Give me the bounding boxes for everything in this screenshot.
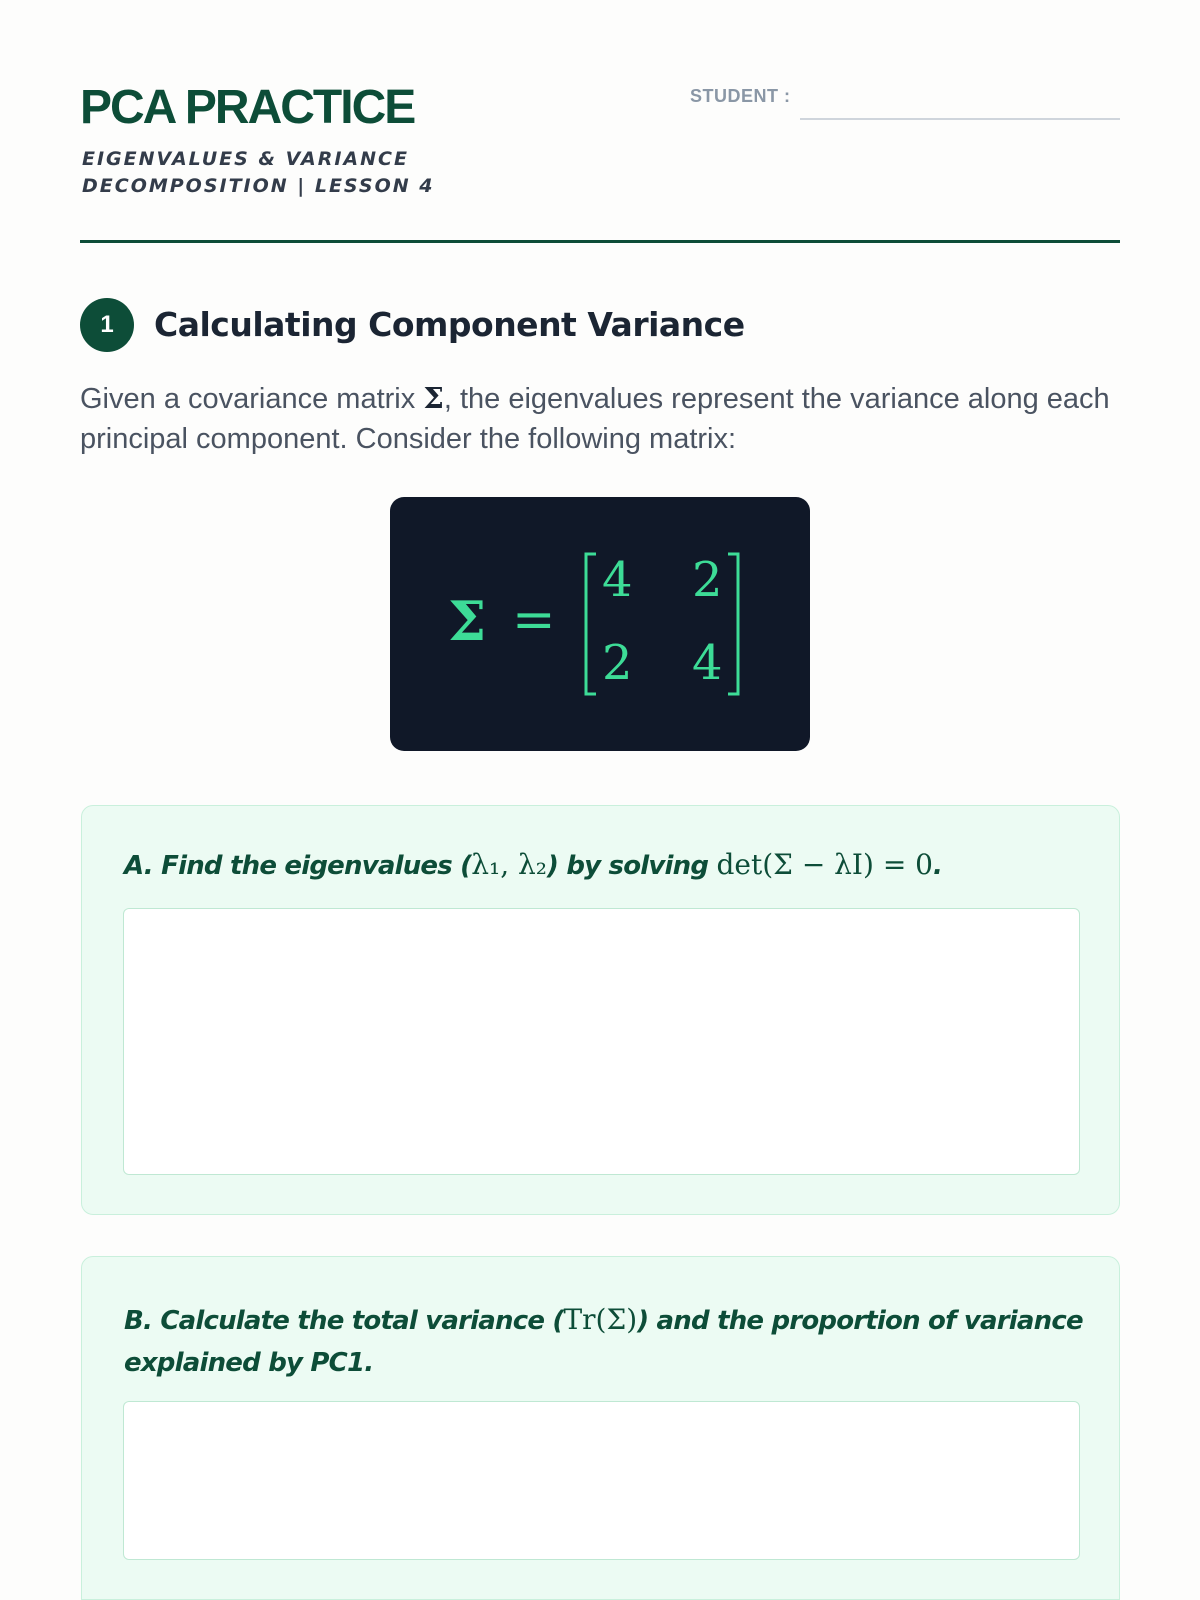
question-a-math-eigenvalues: λ₁, λ₂ [471,848,548,881]
section-intro [80,378,1130,459]
intro-text-before: Given a covariance matrix [80,383,424,415]
covariance-matrix-display [390,497,810,751]
question-b-middle: ) and the proportion of variance explained by PC1. [124,1306,1083,1378]
page-title: PCA PRACTICE [80,81,415,134]
answer-box-b[interactable] [123,1401,1080,1560]
student-name-field[interactable] [800,118,1120,120]
matrix-equals: = [512,590,556,650]
question-b-math-trace: Tr(Σ) [563,1303,638,1336]
question-a-suffix: . [933,851,943,881]
student-label: STUDENT : [690,86,791,106]
sigma-symbol: Σ [423,381,444,415]
section-number-badge: 1 [80,298,134,352]
matrix-cell: 2 [602,635,633,691]
question-a-middle: ) by solving [547,851,717,881]
right-bracket [728,554,738,694]
answer-box-a[interactable] [123,908,1080,1175]
question-a-prefix: A. Find the eigenvalues ( [124,851,472,881]
left-bracket [586,554,596,694]
intro-text-after: , the eigenvalues represent the variance along each principal component. Consider the following matrix: [80,383,1110,455]
question-b-text [124,1299,1084,1384]
question-card-a [81,805,1120,1215]
question-card-b [81,1256,1120,1600]
matrix-cell: 2 [692,552,723,608]
matrix-equation [390,497,810,751]
matrix-sigma: Σ [448,589,487,653]
question-a-text [124,844,1084,887]
header-divider [80,240,1120,243]
question-a-math-determinant: det(Σ − λI) = 0 [716,848,933,881]
matrix-cell: 4 [692,635,723,691]
question-b-prefix: B. Calculate the total variance ( [124,1306,564,1336]
section-title: Calculating Component Variance [154,305,745,344]
matrix-cell: 4 [602,552,633,608]
page-subtitle: EIGENVALUES & VARIANCE DECOMPOSITION | LESSON 4 [82,148,435,197]
